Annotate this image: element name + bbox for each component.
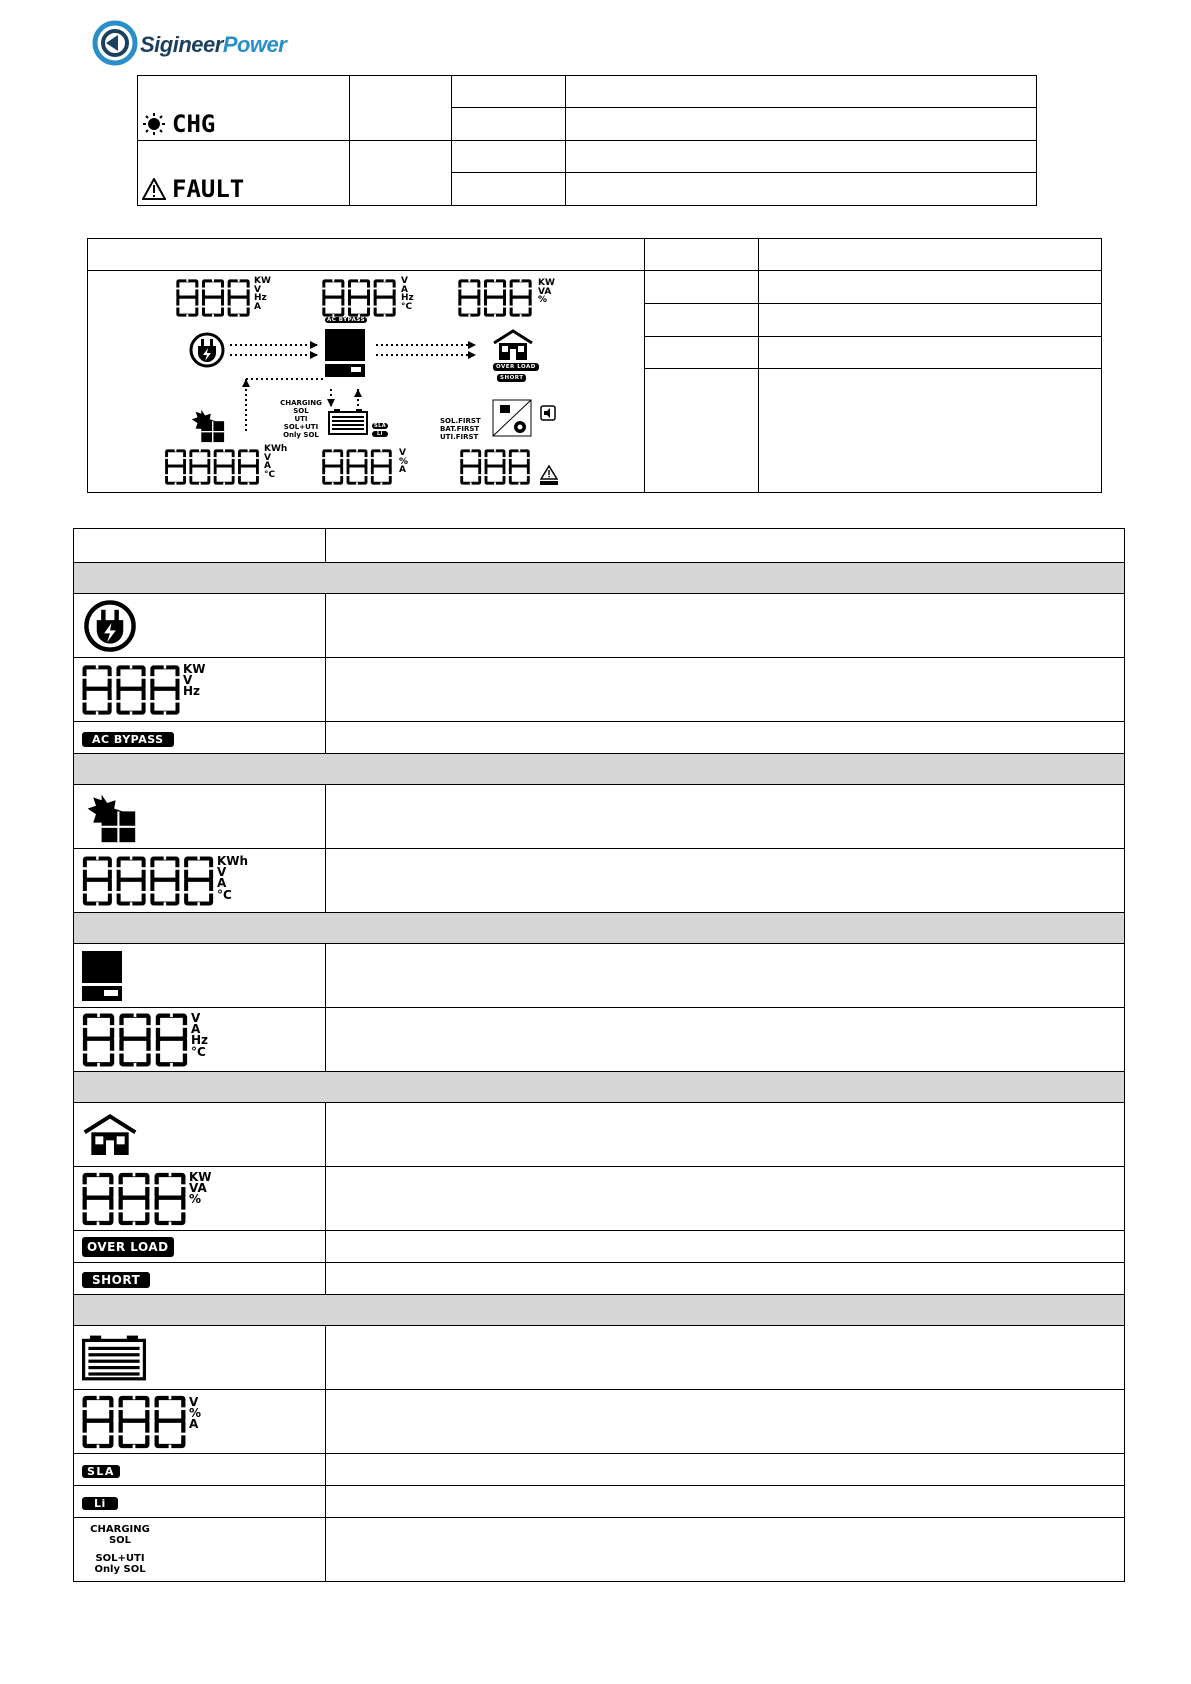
overload-badge: OVER LOAD: [82, 1237, 174, 1257]
section-header-inverter: [74, 913, 1125, 944]
row-pv-digits: [74, 849, 326, 913]
sun-burst-icon: [142, 112, 166, 136]
priority-labels: SOL.FIRST BAT.FIRST UTI.FIRST: [440, 417, 481, 441]
icon-description-table: [73, 528, 1125, 1582]
ac-input-digits: [82, 664, 180, 716]
load-digits: [82, 1172, 186, 1226]
ac-input-digits: [174, 279, 252, 317]
mute-icon: [540, 405, 556, 421]
pv-digits: [162, 449, 262, 485]
section-header-pv: [74, 754, 1125, 785]
inverter-digits: [320, 279, 398, 317]
short-badge: SHORT: [82, 1272, 150, 1288]
pv-units: KWh V A °C: [264, 444, 288, 480]
battery-units: V % A: [399, 448, 409, 476]
overload-badge: OVER LOAD: [493, 363, 539, 371]
row-grid-icon: [74, 594, 326, 658]
section-header-load: [74, 1072, 1125, 1103]
ac-input-units: KW V Hz A: [254, 276, 271, 312]
row-battery-digits: [74, 1390, 326, 1454]
battery-icon: [328, 409, 368, 435]
section-header-battery: [74, 1295, 1125, 1326]
lcd-display: [88, 271, 645, 493]
inverter-units: V A Hz °C: [191, 1010, 209, 1059]
li-badge: Li: [82, 1497, 118, 1510]
logo-icon: [92, 20, 138, 66]
house-icon: [492, 329, 534, 361]
error-warning-icon: [540, 465, 558, 485]
house-icon: [82, 1113, 138, 1157]
row-house-icon: [74, 1103, 326, 1167]
inverter-icon: [82, 951, 122, 1001]
indicator-table: [137, 75, 1037, 206]
settings-mode-icon: [492, 399, 532, 437]
row-solar-icon: [74, 785, 326, 849]
row-load-digits: [74, 1167, 326, 1231]
brand-name: Sigineer: [140, 32, 223, 57]
pv-digits: [82, 856, 214, 906]
fault-label: FAULT: [172, 175, 245, 203]
ac-bypass-badge: AC BYPASS: [82, 732, 174, 747]
battery-digits: [82, 1395, 186, 1449]
solar-panel-icon: [82, 789, 138, 845]
load-digits: [456, 279, 534, 317]
pv-units: KWh V A °C: [217, 853, 249, 902]
load-units: KW VA %: [538, 278, 555, 306]
fault-indicator-cell: [138, 141, 350, 206]
battery-units: V % A: [189, 1394, 202, 1432]
row-ac-digits: [74, 658, 326, 722]
row-inverter-icon: [74, 944, 326, 1008]
grid-plug-icon: [82, 598, 138, 654]
battery-icon: [82, 1335, 146, 1381]
load-units: KW VA %: [189, 1169, 212, 1207]
row-charging-labels: [74, 1518, 326, 1582]
brand-name-accent: Power: [222, 32, 287, 57]
lcd-overview-table: [87, 238, 1102, 493]
charging-mode-labels: CHARGING SOL SOL+UTI Only SOL: [90, 1524, 150, 1575]
row-battery-icon: [74, 1326, 326, 1390]
inverter-digits: [82, 1013, 188, 1067]
battery-digits: [318, 449, 396, 485]
inverter-units: V A Hz °C: [401, 276, 414, 312]
warning-triangle-icon: [142, 178, 166, 200]
ac-units: KW V Hz: [183, 661, 206, 699]
row-inverter-digits: [74, 1008, 326, 1072]
section-header-input: [74, 563, 1125, 594]
chg-label: CHG: [172, 110, 216, 138]
chg-indicator-cell: [138, 76, 350, 141]
li-badge: Li: [372, 431, 388, 437]
ac-bypass-badge: AC BYPASS: [327, 317, 366, 323]
error-digits: [456, 449, 534, 485]
grid-plug-icon: [188, 331, 226, 369]
sla-badge: SLA: [374, 423, 387, 429]
short-badge: SHORT: [497, 374, 526, 382]
charging-mode-labels: CHARGING SOL UTI SOL+UTI Only SOL: [280, 399, 322, 439]
brand-logo: [92, 20, 287, 72]
solar-panel-icon: [188, 406, 226, 444]
sla-badge: SLA: [82, 1465, 120, 1478]
